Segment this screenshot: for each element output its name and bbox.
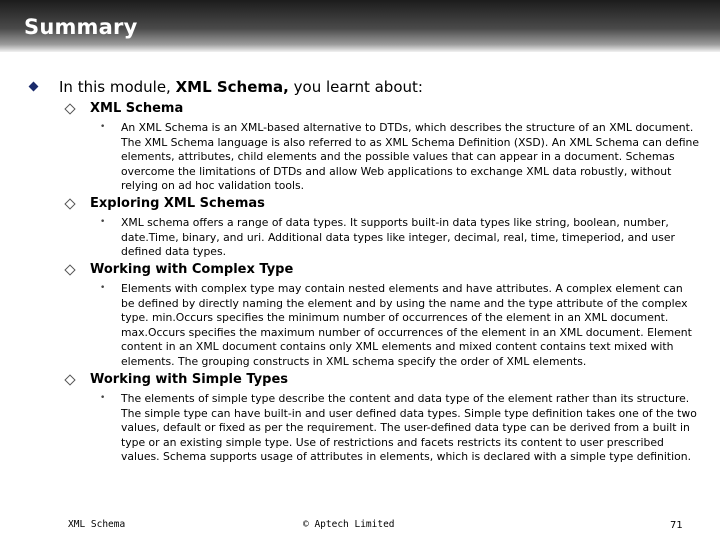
slide-title: Summary: [24, 15, 138, 39]
section-text: XML schema offers a range of data types. It supports built-in data types like string, boolean, number, date.Time, binary, and uri. Additional data types like integer, decimal, real, time, timeperiod, and user defined data types.: [121, 216, 675, 259]
intro-suffix: you learnt about:: [288, 78, 423, 96]
outline-diamond-icon: [64, 264, 75, 275]
sub-bullet-icon: •: [100, 283, 106, 293]
page-number: 71: [670, 520, 683, 531]
slide-header: [0, 0, 720, 52]
sub-bullet-icon: •: [100, 217, 106, 227]
intro-module: XML Schema,: [175, 78, 289, 96]
diamond-bullet-icon: [29, 82, 39, 92]
footer-copyright: © Aptech Limited: [303, 519, 395, 530]
intro-prefix: In this module,: [59, 78, 176, 96]
outline-diamond-icon: [64, 103, 75, 114]
outline-diamond-icon: [64, 374, 75, 385]
section-text: Elements with complex type may contain nested elements and have attributes. A complex element can be defined by directly naming the element and by using the name and the type attribute of the complex type. min.Occurs specifies the minimum number of occurrences of the element in an XML document. max.Occurs specifies the maximum number of occurrences of the element in an XML document. Element content in an XML document contains only XML elements and mixed content contains text mixed with elements. The grouping constructs in XML schema specify the order of XML elements.: [121, 282, 692, 368]
footer-module-name: XML Schema: [68, 519, 126, 530]
sub-bullet-icon: •: [100, 122, 106, 132]
section-heading: Working with Complex Type: [90, 262, 294, 277]
section-heading: Working with Simple Types: [90, 372, 288, 387]
section-heading: Exploring XML Schemas: [90, 196, 265, 211]
outline-diamond-icon: [64, 198, 75, 209]
section-heading: XML Schema: [90, 101, 184, 116]
intro-text: [59, 78, 423, 96]
section-text: The elements of simple type describe the content and data type of the element rather than its structure. The simple type can have built-in and user defined data types. Simple type definition takes one of the two values, default or fixed as per the requirement. The user-defined data type can be derived from a built in type or an existing simple type. Use of restrictions and facets restricts its content to user prescribed values. Schema supports usage of attributes in elements, which is declared with a simple type definition.: [121, 392, 697, 464]
section-text: An XML Schema is an XML-based alternative to DTDs, which describes the structure of an XML document. The XML Schema language is also referred to as XML Schema Definition (XSD). An XML Schema can define elements, attributes, child elements and the possible values that can appear in a document. Schemas overcome the limitations of DTDs and allow Web applications to exchange XML data robustly, without relying on ad hoc validation tools.: [121, 121, 699, 193]
sub-bullet-icon: •: [100, 393, 106, 403]
